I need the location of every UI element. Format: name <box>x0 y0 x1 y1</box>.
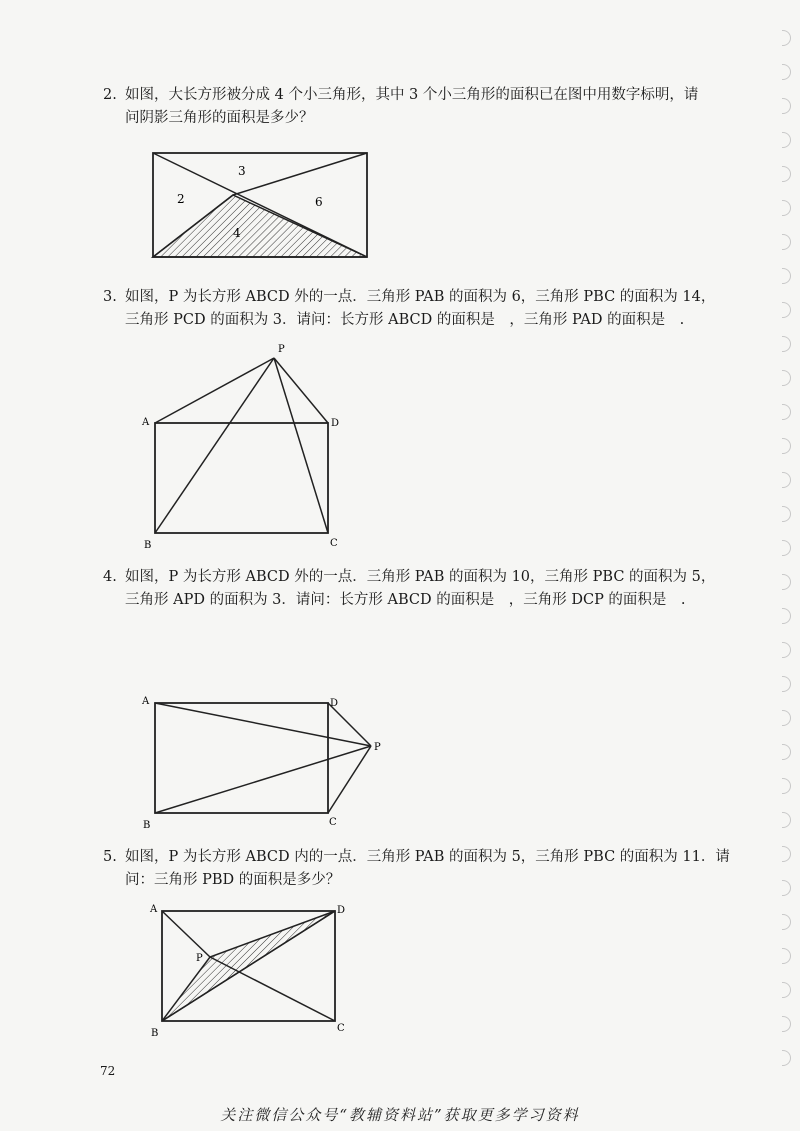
area-label-top: 3 <box>238 164 246 178</box>
vertex-label-p: P <box>278 344 285 355</box>
segment-right <box>233 153 367 195</box>
segment-pa <box>155 703 371 746</box>
vertex-label-d: D <box>330 698 339 709</box>
vertex-label-b: B <box>143 820 151 831</box>
page-number: 72 <box>100 1064 116 1078</box>
problem-5 <box>98 846 738 892</box>
problem-text-line2: 问：三角形 PBD 的面积是多少？ <box>125 872 341 888</box>
footer-banner: 关注微信公众号“教辅资料站”获取更多学习资料 <box>220 1106 580 1124</box>
figure-problem-5 <box>145 898 355 1043</box>
segment-pc <box>274 358 328 533</box>
vertex-label-d: D <box>331 418 340 429</box>
problem-number: 4. <box>103 569 117 585</box>
vertex-label-a: A <box>142 417 150 428</box>
problem-3 <box>98 286 738 332</box>
binder-rings-decoration <box>782 30 794 1090</box>
problem-text-line1: 如图，P 为长方形 ABCD 外的一点．三角形 PAB 的面积为 6，三角形 PBC 的面积为 14， <box>125 289 716 305</box>
vertex-label-a: A <box>142 696 150 707</box>
segment-pb <box>155 358 274 533</box>
problem-text-line2: 三角形 APD 的面积为 3．请问：长方形 ABCD 的面积是 ，三角形 DCP 的面积是 . <box>125 592 686 608</box>
segment-pc <box>328 746 371 813</box>
figure-problem-3 <box>138 340 348 550</box>
vertex-label-b: B <box>144 540 152 550</box>
problem-text-line2: 问阴影三角形的面积是多少？ <box>125 110 314 126</box>
segment-pd <box>328 703 371 746</box>
problem-text-line1: 如图，P 为长方形 ABCD 内的一点．三角形 PAB 的面积为 5，三角形 PBC 的面积为 11．请 <box>125 849 730 865</box>
vertex-label-p: P <box>374 742 381 753</box>
segment-pc <box>210 957 335 1021</box>
problem-number: 2. <box>103 87 117 103</box>
problem-text-line1: 如图，P 为长方形 ABCD 外的一点．三角形 PAB 的面积为 10，三角形 PBC 的面积为 5， <box>125 569 716 585</box>
problem-text-line2: 三角形 PCD 的面积为 3．请问：长方形 ABCD 的面积是 ，三角形 PAD 的面积是 . <box>125 312 685 328</box>
segment-pa <box>162 911 210 957</box>
segment-pa <box>155 358 274 423</box>
vertex-label-c: C <box>337 1023 345 1034</box>
area-label-shaded: 4 <box>233 226 241 240</box>
vertex-label-p: P <box>196 953 203 964</box>
problem-number: 5. <box>103 849 117 865</box>
figure-problem-2 <box>145 145 375 265</box>
segment-pb <box>155 746 371 813</box>
vertex-label-c: C <box>330 538 338 549</box>
problem-2 <box>98 84 738 130</box>
vertex-label-c: C <box>329 817 337 828</box>
problem-number: 3. <box>103 289 117 305</box>
area-label-left: 2 <box>177 192 185 206</box>
vertex-label-a: A <box>150 904 158 915</box>
figure-problem-4 <box>138 690 388 835</box>
segment-pd <box>274 358 328 423</box>
vertex-label-d: D <box>337 905 346 916</box>
problem-text-line1: 如图，大长方形被分成 4 个小三角形，其中 3 个小三角形的面积已在图中用数字标明，请 <box>125 87 699 103</box>
rectangle-abcd <box>155 423 328 533</box>
area-label-right: 6 <box>315 195 323 209</box>
diagonal-bd <box>162 911 335 1021</box>
problem-4 <box>98 566 738 612</box>
vertex-label-b: B <box>151 1028 159 1039</box>
